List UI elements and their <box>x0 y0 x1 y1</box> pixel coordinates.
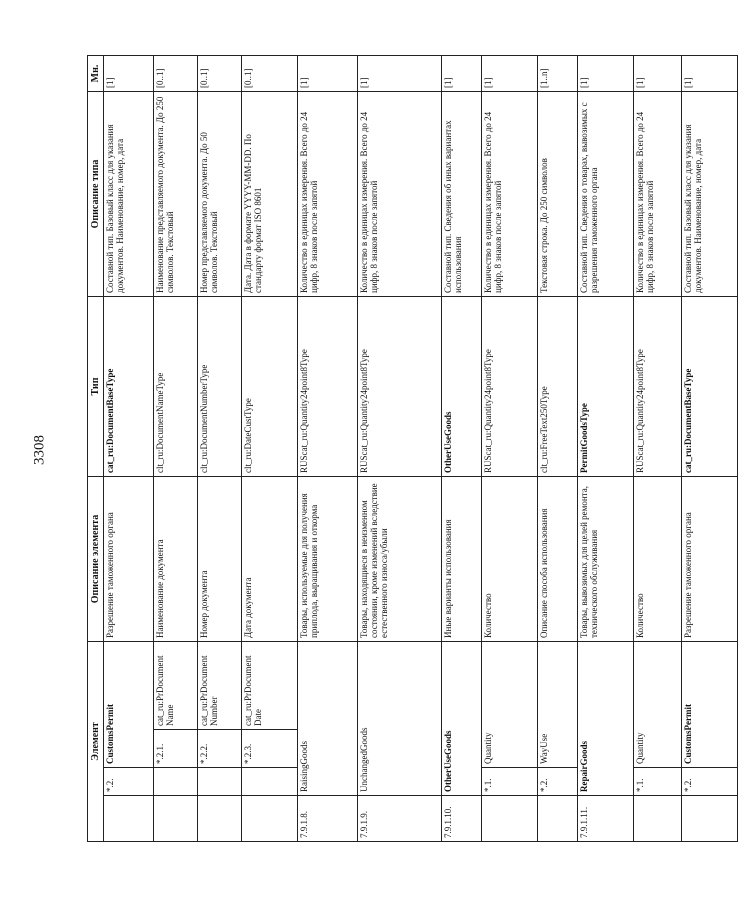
cell-type: cat_ru:DocumentBaseType <box>104 297 154 477</box>
table-header-row <box>88 56 104 842</box>
cell-type: PermitGoodsType <box>578 297 634 477</box>
header-element: Элемент <box>88 642 104 842</box>
cell-indent <box>682 796 738 842</box>
cell-number: 7.9.1.8. <box>298 796 358 842</box>
cell-indent <box>104 796 154 842</box>
table-body <box>104 56 738 842</box>
cell-multiplicity: [0..1] <box>242 56 298 92</box>
table-row <box>154 56 198 842</box>
cell-number: 7.9.1.9. <box>358 796 442 842</box>
cell-sub-number: *.2. <box>682 768 738 796</box>
cell-multiplicity: [1] <box>682 56 738 92</box>
cell-element: Quantity <box>482 642 538 768</box>
cell-type-description: Количество в единицах измерения. Всего до 24 цифр, 8 знаков после запятой <box>298 92 358 297</box>
cell-sub-number: *.2. <box>104 768 154 796</box>
cell-sub-number: *.1. <box>482 768 538 796</box>
cell-indent <box>198 768 242 796</box>
cell-description: Товары, находящиеся в неизменном состоянии, кроме изменений вследствие естественного износа/убыли <box>358 477 442 642</box>
cell-element: RepairGoods <box>578 642 634 796</box>
cell-type-description: Количество в единицах измерения. Всего до 24 цифр, 8 знаков после запятой <box>358 92 442 297</box>
cell-subsub-number: *.2.3. <box>242 730 298 768</box>
cell-type: RUScat_ru:Quantity24point8Type <box>482 297 538 477</box>
cell-type: RUScat_ru:Quantity24point8Type <box>634 297 682 477</box>
cell-type-description: Номер представляемого документа. До 50 символов. Текстовый <box>198 92 242 297</box>
specification-table <box>87 55 738 842</box>
table-row <box>578 56 634 842</box>
table-row <box>482 56 538 842</box>
cell-element: CustomsPermit <box>682 642 738 768</box>
cell-type-description: Количество в единицах измерения. Всего до 24 цифр, 8 знаков после запятой <box>634 92 682 297</box>
cell-number: 7.9.1.11. <box>578 796 634 842</box>
cell-sub-number: *.1. <box>634 768 682 796</box>
cell-multiplicity: [0..1] <box>198 56 242 92</box>
cell-indent <box>154 768 198 796</box>
cell-type-description: Наименование представляемого документа. До 250 символов. Текстовый <box>154 92 198 297</box>
cell-type-description: Составной тип. Сведения о товарах, вывозимых с разрешения таможенного органа <box>578 92 634 297</box>
cell-indent <box>634 796 682 842</box>
header-type-description: Описание типа <box>88 92 104 297</box>
cell-element: UnchangedGoods <box>358 642 442 796</box>
header-description: Описание элемента <box>88 477 104 642</box>
cell-indent <box>242 768 298 796</box>
cell-type: clt_ru:DocumentNameType <box>154 297 198 477</box>
cell-multiplicity: [1] <box>104 56 154 92</box>
table-row <box>442 56 482 842</box>
cell-type-description: Количество в единицах измерения. Всего до 24 цифр, 8 знаков после запятой <box>482 92 538 297</box>
page-number-text: 3308 <box>31 435 48 465</box>
cell-description: Разрешение таможенного органа <box>104 477 154 642</box>
table-row <box>198 56 242 842</box>
cell-type: cat_ru:DocumentBaseType <box>682 297 738 477</box>
cell-type: clt_ru:DocumentNumberType <box>198 297 242 477</box>
table-row <box>634 56 682 842</box>
cell-description: Количество <box>482 477 538 642</box>
cell-type-description: Текстовая строка. До 250 символов <box>538 92 578 297</box>
cell-type-description: Составной тип. Базовый класс для указания документов. Наименование, номер, дата <box>104 92 154 297</box>
cell-indent <box>538 796 578 842</box>
cell-element: CustomsPermit <box>104 642 154 768</box>
table-row <box>358 56 442 842</box>
cell-type: clt_ru:FreeText250Type <box>538 297 578 477</box>
cell-multiplicity: [1] <box>298 56 358 92</box>
cell-element: Quantity <box>634 642 682 768</box>
cell-element: cat_ru:PrDocument Name <box>154 642 198 730</box>
cell-multiplicity: [1..n] <box>538 56 578 92</box>
cell-indent <box>198 796 242 842</box>
cell-description: Товары, вывозимых для целей ремонта, технического обслуживания <box>578 477 634 642</box>
cell-description: Номер документа <box>198 477 242 642</box>
cell-number: 7.9.1.10. <box>442 796 482 842</box>
cell-element: cat_ru:PrDocument Date <box>242 642 298 730</box>
cell-multiplicity: [0..1] <box>154 56 198 92</box>
cell-element: RaisingGoods <box>298 642 358 796</box>
cell-type-description: Составной тип. Сведения об иных вариантах использования <box>442 92 482 297</box>
cell-indent <box>242 796 298 842</box>
cell-indent <box>154 796 198 842</box>
cell-element: OtherUseGoods <box>442 642 482 796</box>
cell-description: Наименование документа <box>154 477 198 642</box>
cell-multiplicity: [1] <box>482 56 538 92</box>
cell-description: Товары, используемые для получения приплода, выращивания и откорма <box>298 477 358 642</box>
table-row <box>242 56 298 842</box>
cell-description: Описание способа использования <box>538 477 578 642</box>
cell-indent <box>482 796 538 842</box>
cell-multiplicity: [1] <box>358 56 442 92</box>
cell-multiplicity: [1] <box>634 56 682 92</box>
cell-description: Иные варианты использования <box>442 477 482 642</box>
table-row <box>298 56 358 842</box>
cell-subsub-number: *.2.1. <box>154 730 198 768</box>
table-row <box>538 56 578 842</box>
cell-sub-number: *.2. <box>538 768 578 796</box>
header-type: Тип <box>88 297 104 477</box>
cell-type: OtherUseGoods <box>442 297 482 477</box>
cell-type-description: Составной тип. Базовый класс для указания документов. Наименование, номер, дата <box>682 92 738 297</box>
table-row <box>682 56 738 842</box>
cell-element: cat_ru:PrDocument Number <box>198 642 242 730</box>
table-row <box>104 56 154 842</box>
header-multiplicity: Мн. <box>88 56 104 92</box>
cell-description: Количество <box>634 477 682 642</box>
cell-type-description: Дата. Дата в формате YYYY-MM-DD. По стандарту формат ISO 8601 <box>242 92 298 297</box>
cell-element: WayUse <box>538 642 578 768</box>
cell-description: Дата документа <box>242 477 298 642</box>
cell-description: Разрешение таможенного органа <box>682 477 738 642</box>
cell-type: RUScat_ru:Quantity24point8Type <box>358 297 442 477</box>
cell-type: RUScat_ru:Quantity24point8Type <box>298 297 358 477</box>
cell-type: clt_ru:DateCustType <box>242 297 298 477</box>
cell-multiplicity: [1] <box>442 56 482 92</box>
cell-subsub-number: *.2.2. <box>198 730 242 768</box>
cell-multiplicity: [1] <box>578 56 634 92</box>
